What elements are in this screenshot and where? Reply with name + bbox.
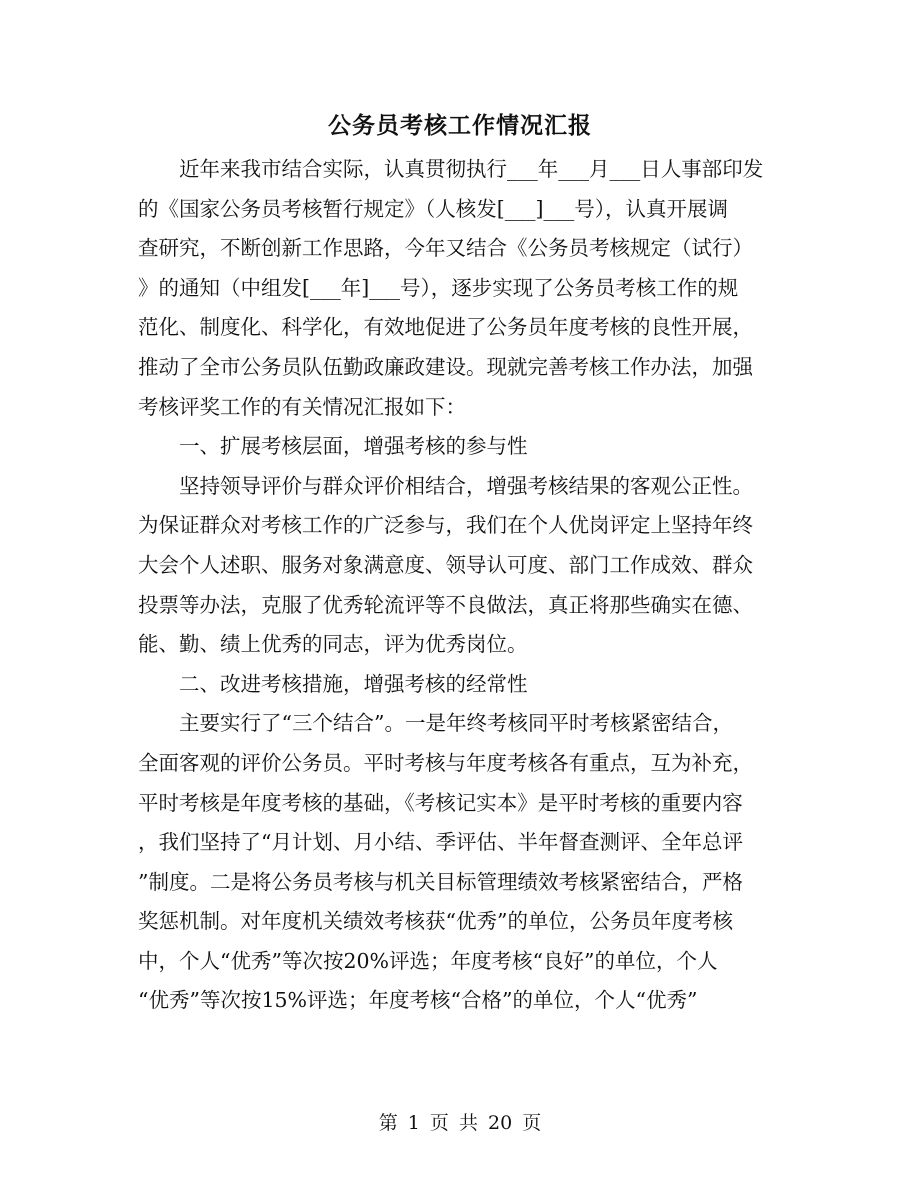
section-heading: 二、改进考核措施，增强考核的经常性 bbox=[179, 671, 528, 696]
body-line: 范化、制度化、科学化，有效地促进了公务员年度考核的良性开展， bbox=[138, 315, 753, 340]
body-line: 奖惩机制。对年度机关绩效考核获“优秀”的单位，公务员年度考核 bbox=[138, 909, 733, 934]
body-line: 坚持领导评价与群众评价相结合，增强考核结果的客观公正性。 bbox=[179, 473, 753, 498]
body-line: 的《国家公务员考核暂行规定》（人核发[___]___号），认真开展调 bbox=[138, 196, 728, 221]
body-line: 投票等办法，克服了优秀轮流评等不良做法，真正将那些确实在德、 bbox=[138, 592, 753, 617]
body-line: 》的通知（中组发[___年]___号），逐步实现了公务员考核工作的规 bbox=[138, 275, 739, 300]
body-line: 大会个人述职、服务对象满意度、领导认可度、部门工作成效、群众 bbox=[138, 552, 753, 577]
body-line: 为保证群众对考核工作的广泛参与，我们在个人优岗评定上坚持年终 bbox=[138, 513, 753, 538]
body-line: 考核评奖工作的有关情况汇报如下： bbox=[138, 394, 466, 419]
body-line: 近年来我市结合实际，认真贯彻执行___年___月___日人事部印发 bbox=[179, 157, 764, 181]
page-number-footer: 第 1 页 共 20 页 bbox=[378, 1112, 542, 1134]
body-line: 主要实行了“三个结合”。一是年终考核同平时考核紧密结合， bbox=[179, 711, 733, 736]
body-line: “优秀”等次按15%评选；年度考核“合格”的单位，个人“优秀” bbox=[138, 988, 698, 1013]
body-line: 全面客观的评价公务员。平时考核与年度考核各有重点，互为补充， bbox=[138, 750, 753, 775]
section-heading: 一、扩展考核层面，增强考核的参与性 bbox=[179, 434, 528, 459]
body-line: 平时考核是年度考核的基础，《考核记实本》是平时考核的重要内容 bbox=[138, 790, 743, 815]
body-line: ，我们坚持了“月计划、月小结、季评估、半年督查测评、全年总评 bbox=[138, 830, 743, 855]
body-line: 推动了全市公务员队伍勤政廉政建设。现就完善考核工作办法，加强 bbox=[138, 354, 753, 379]
body-line: 能、勤、绩上优秀的同志，评为优秀岗位。 bbox=[138, 632, 528, 657]
body-line: ”制度。二是将公务员考核与机关目标管理绩效考核紧密结合，严格 bbox=[138, 869, 743, 894]
body-line: 中，个人“优秀”等次按20%评选；年度考核“良好”的单位，个人 bbox=[138, 948, 718, 973]
document-body bbox=[138, 150, 788, 1021]
body-line: 查研究，不断创新工作思路，今年又结合《公务员考核规定（试行） bbox=[138, 236, 753, 261]
document-title: 公务员考核工作情况汇报 bbox=[328, 112, 592, 139]
